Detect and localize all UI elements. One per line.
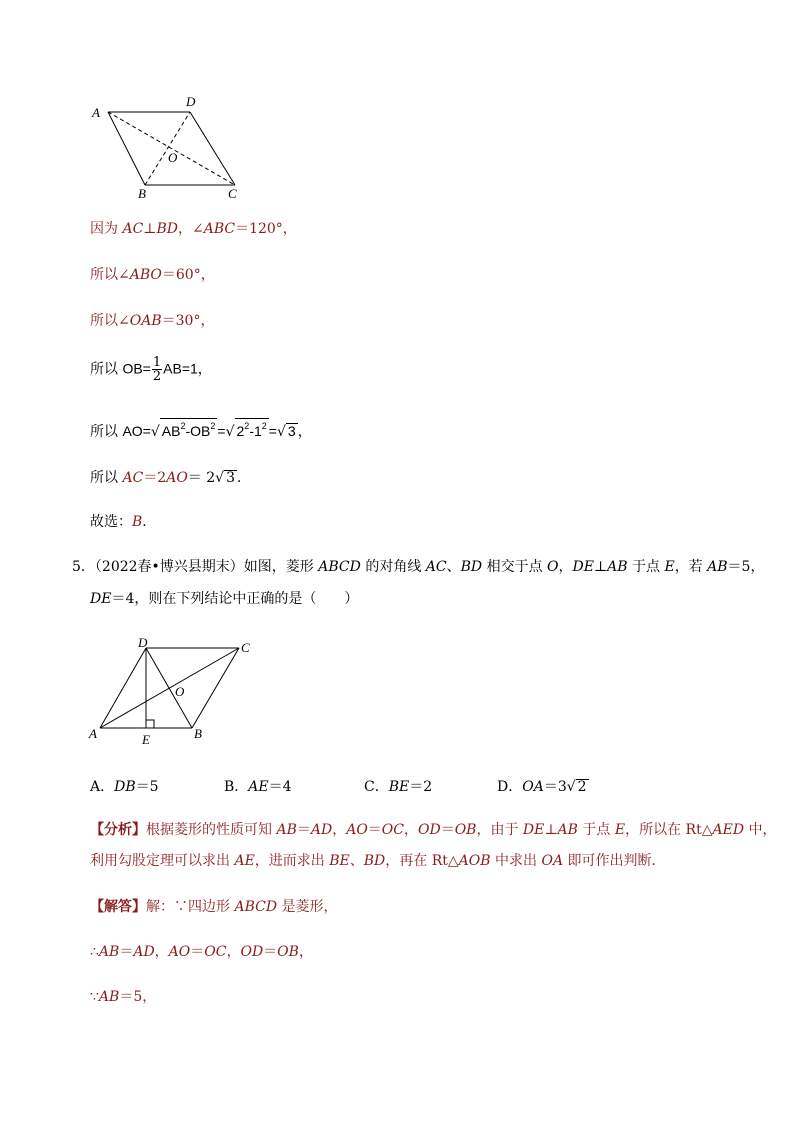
option-a[interactable]	[90, 776, 159, 796]
text: OD	[418, 822, 441, 838]
denominator: 2	[152, 369, 162, 384]
text: 是菱形，	[277, 899, 338, 915]
text: ∠	[191, 221, 204, 237]
option-key: B．	[224, 779, 249, 795]
text: BD	[460, 559, 483, 575]
text: 所以	[90, 313, 118, 329]
radical-3: √ 3	[276, 423, 296, 440]
solution-tag: 【解答】	[90, 899, 146, 915]
text: ，所以在 Rt△	[625, 822, 713, 838]
analysis-line-1	[90, 820, 777, 840]
label-d: D	[138, 635, 148, 650]
label-c: C	[228, 186, 237, 201]
diagonal-bd	[146, 648, 192, 728]
text: ，由于	[476, 822, 523, 838]
text: ，	[177, 221, 192, 237]
text: AOB	[458, 853, 491, 869]
option-key: D．	[497, 779, 523, 795]
text: OC	[381, 822, 404, 838]
text: =	[217, 423, 226, 439]
text: ∠	[118, 267, 130, 283]
text: 所以	[90, 424, 123, 440]
label-o: O	[168, 150, 178, 165]
text: ＝5，	[119, 989, 157, 1005]
text: ABC	[203, 221, 236, 237]
text: OB	[277, 944, 299, 960]
text: AB	[98, 989, 120, 1005]
text: ∵	[90, 989, 99, 1005]
fraction-one-half	[152, 356, 162, 383]
label-a: A	[92, 105, 100, 120]
text: ABCD	[318, 559, 361, 575]
option-d[interactable]	[497, 776, 589, 796]
analysis-tag: 【分析】	[90, 822, 146, 838]
text: ，若	[674, 559, 708, 575]
exponent: 2	[180, 421, 186, 431]
text: 于点	[577, 822, 615, 838]
right-angle-mark	[146, 720, 154, 728]
text: ，	[298, 944, 313, 960]
label-d: D	[186, 94, 196, 109]
reason-line-2	[90, 265, 215, 285]
text: 即可作出判断．	[563, 853, 666, 869]
text: 中，	[744, 822, 777, 838]
text: ，	[226, 944, 241, 960]
side-dc	[190, 112, 235, 185]
reason-line-4	[90, 356, 212, 383]
text: BD	[156, 221, 178, 237]
text: ＝	[263, 944, 278, 960]
text: DE	[522, 822, 545, 838]
text: OC	[204, 944, 227, 960]
answer-line	[90, 512, 156, 532]
reason-line-5	[90, 418, 312, 442]
text: DE	[90, 591, 112, 607]
text: ＝2	[409, 779, 433, 795]
text: ABCD	[234, 899, 278, 915]
question-5-line-2	[90, 589, 358, 609]
text: AC	[122, 470, 144, 486]
solution-line-3	[90, 987, 156, 1007]
text: ．	[237, 470, 251, 486]
text: -OB	[185, 423, 211, 439]
text: AB	[607, 559, 628, 575]
text: ＝	[296, 822, 311, 838]
text: AO=	[122, 423, 151, 439]
text: =	[268, 423, 277, 439]
label-o: O	[175, 684, 185, 699]
text: AED	[712, 822, 745, 838]
question-number: 5．	[72, 559, 95, 575]
text: BE	[388, 779, 410, 795]
text: E	[614, 822, 626, 838]
radical-1: √ $AB^2-OB^2$	[151, 418, 218, 442]
text: ＝4	[268, 779, 292, 795]
option-b[interactable]	[224, 776, 292, 796]
rhombus-figure-1	[80, 90, 260, 205]
radical-2: √ $2^2-1^2$	[226, 418, 269, 442]
radicand: 3	[287, 423, 296, 439]
text: 于点	[627, 559, 665, 575]
rhombus-figure-2	[84, 632, 264, 750]
text: AB	[161, 423, 181, 439]
text: ＝4，则在下列结论中正确的是（ ）	[111, 591, 359, 607]
analysis-line-2	[90, 851, 666, 871]
radicand: 3	[226, 470, 235, 486]
text: BD	[363, 853, 386, 869]
text: AE	[248, 779, 269, 795]
exponent: 2	[244, 421, 250, 431]
text: DE	[572, 559, 594, 575]
text: OB=	[122, 360, 151, 377]
text: ，再在 Rt△	[385, 853, 459, 869]
text: AD	[310, 822, 333, 838]
text: 根据菱形的性质可知	[146, 822, 277, 838]
text: 2	[236, 423, 245, 439]
text: AD	[133, 944, 155, 960]
text: OA	[522, 779, 544, 795]
numerator: 1	[152, 355, 162, 370]
text: AB	[98, 944, 120, 960]
label-b: B	[138, 186, 146, 201]
exponent: 2	[210, 421, 216, 431]
radicand: 2	[577, 779, 587, 795]
text: ⊥	[544, 822, 558, 838]
text: ＝	[367, 822, 382, 838]
text: 所以	[90, 470, 123, 486]
text: ＝120°，	[235, 221, 297, 237]
text: ＝60°，	[161, 267, 215, 283]
side-da	[100, 648, 146, 728]
text: OA	[541, 853, 564, 869]
reason-line-3	[90, 311, 214, 331]
radical-3: √ 3	[215, 470, 235, 486]
text: ，	[332, 822, 347, 838]
text: ，进而求出	[254, 853, 330, 869]
text: ＝	[119, 944, 134, 960]
diagonal-bd	[145, 112, 190, 185]
text: AO	[166, 470, 188, 486]
text: ，	[297, 424, 312, 440]
text: 相交于点	[482, 559, 548, 575]
text: 故选：	[90, 514, 132, 530]
text: ＝	[440, 822, 455, 838]
solution-line-1	[90, 897, 338, 917]
text: （2022春•博兴县期末）如图，菱形	[94, 559, 319, 575]
text: O	[547, 559, 559, 575]
text: ⊥	[593, 559, 608, 575]
text: ＝ 2	[187, 470, 216, 486]
text: BE	[329, 853, 350, 869]
text: DB	[114, 779, 136, 795]
text: OD	[240, 944, 264, 960]
exponent: 2	[261, 421, 267, 431]
text: 中求出	[490, 853, 542, 869]
option-c[interactable]	[364, 776, 432, 796]
option-key: A．	[90, 779, 115, 795]
text: ＝	[190, 944, 205, 960]
text: ＝30°，	[161, 313, 215, 329]
text: 、	[446, 559, 461, 575]
solution-line-2	[90, 942, 313, 962]
text: E	[664, 559, 675, 575]
text: AC	[122, 221, 144, 237]
text: 、	[349, 853, 364, 869]
text: -1	[249, 423, 262, 439]
text: AB	[707, 559, 728, 575]
answer: B	[132, 514, 143, 530]
side-bc	[192, 648, 239, 728]
text: ⊥	[143, 221, 157, 237]
text: AE	[234, 853, 255, 869]
radical: √ 2	[566, 779, 587, 795]
reason-line-6	[90, 468, 251, 488]
text: OB	[454, 822, 477, 838]
text: ，	[404, 822, 418, 838]
text: ＝5	[135, 779, 159, 795]
text: 所以	[90, 361, 123, 378]
text: 解：∵四边形	[146, 899, 235, 915]
text: ＝5，	[727, 559, 765, 575]
label-b: B	[194, 726, 202, 741]
text: AC	[425, 559, 447, 575]
text: ，	[154, 944, 169, 960]
reason-line-1	[90, 219, 297, 239]
text: ∠	[118, 313, 130, 329]
text: 因为	[90, 221, 123, 237]
text: 所以	[90, 267, 118, 283]
text: 的对角线	[360, 559, 426, 575]
label-e: E	[142, 732, 150, 747]
text: ．	[142, 514, 157, 530]
text: ABO	[129, 267, 162, 283]
label-c: C	[241, 640, 250, 655]
label-a: A	[89, 726, 97, 741]
text: AB	[276, 822, 297, 838]
text: AO	[168, 944, 191, 960]
text: ＝2	[143, 470, 167, 486]
text: ，	[558, 559, 573, 575]
text: ∴	[90, 944, 99, 960]
text: 利用勾股定理可以求出	[90, 853, 235, 869]
text: OAB	[129, 313, 162, 329]
text: AB=1，	[163, 360, 212, 377]
question-5-line-1	[72, 557, 764, 577]
text: AB	[557, 822, 578, 838]
text: ＝3	[543, 779, 567, 795]
text: AO	[346, 822, 368, 838]
option-key: C．	[364, 779, 389, 795]
